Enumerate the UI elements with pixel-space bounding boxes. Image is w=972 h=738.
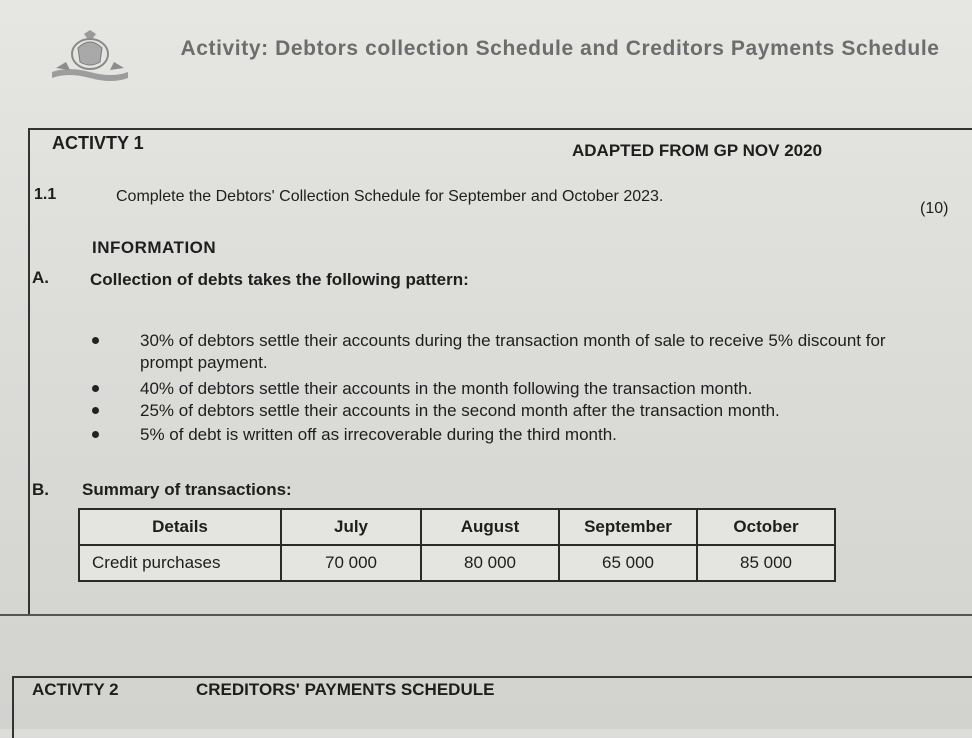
list-item [88, 424, 918, 446]
section-a-letter: A. [32, 268, 49, 287]
list-item [88, 330, 918, 374]
activity-1-label: ACTIVTY 1 [52, 133, 144, 153]
section-a-title: Collection of debts takes the following pattern: [90, 270, 469, 289]
list-item-text: 30% of debtors settle their accounts during the transaction month of sale to receive 5% discount for prompt payment. [140, 331, 886, 372]
table-row [79, 545, 835, 581]
list-item [88, 400, 918, 422]
section-b-title: Summary of transactions: [82, 480, 292, 499]
activity-2-title: CREDITORS' PAYMENTS SCHEDULE [196, 680, 495, 699]
column-header: July [281, 509, 421, 545]
school-crest-logo [48, 28, 132, 84]
question-number: 1.1 [34, 186, 57, 203]
column-header: August [421, 509, 559, 545]
page-title: Activity: Debtors collection Schedule and Creditors Payments Schedule [180, 37, 940, 60]
adapted-source: ADAPTED FROM GP NOV 2020 [572, 141, 823, 160]
table-cell: 80 000 [421, 545, 559, 581]
list-item-text: 40% of debtors settle their accounts in the month following the transaction month. [140, 379, 753, 398]
column-header: September [559, 509, 697, 545]
bullet-icon [92, 385, 99, 392]
list-item-text: 25% of debtors settle their accounts in the second month after the transaction month. [140, 401, 780, 420]
list-item [88, 378, 918, 400]
table-cell: 85 000 [697, 545, 835, 581]
column-header: Details [79, 509, 281, 545]
information-heading: INFORMATION [92, 238, 217, 257]
table-cell: Credit purchases [79, 545, 281, 581]
section-divider [0, 614, 972, 616]
question-marks: (10) [920, 200, 949, 217]
bullet-icon [92, 431, 99, 438]
transactions-table [78, 508, 836, 582]
section-b-letter: B. [32, 480, 49, 499]
list-item-text: 5% of debt is written off as irrecoverable during the third month. [140, 425, 617, 444]
bullet-icon [92, 337, 99, 344]
table-cell: 65 000 [559, 545, 697, 581]
bullet-icon [92, 407, 99, 414]
collection-pattern-list [88, 330, 918, 446]
table-header-row [79, 509, 835, 545]
column-header: October [697, 509, 835, 545]
activity-2-label: ACTIVTY 2 [32, 680, 119, 699]
table-cell: 70 000 [281, 545, 421, 581]
question-text: Complete the Debtors' Collection Schedule for September and October 2023. [116, 188, 664, 205]
